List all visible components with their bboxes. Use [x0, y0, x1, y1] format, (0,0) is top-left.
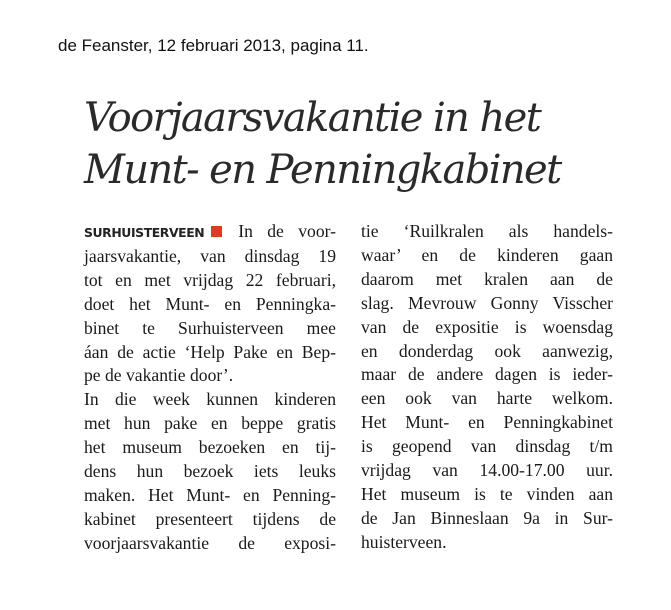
article-line: voorjaarsvakantie de exposi-	[84, 532, 336, 553]
article-line: áan de actie ‘Help Pake en Bep-	[84, 341, 336, 362]
headline-line-2: Munt- en Penningkabinet	[84, 147, 561, 193]
article-line: een ook van harte welkom.	[361, 388, 613, 409]
article-line: Het museum is te vinden aan	[361, 483, 613, 504]
article-line: maken. Het Munt- en Penning-	[84, 484, 336, 505]
article-line: binet te Surhuisterveen mee	[84, 317, 336, 338]
article-line: slag. Mevrouw Gonny Visscher	[361, 292, 613, 313]
headline	[84, 92, 644, 196]
article-line: In die week kunnen kinderen	[84, 389, 336, 410]
article-line: waar’ en de kinderen gaan	[361, 244, 613, 265]
article-line	[84, 220, 336, 245]
article-line: en donderdag ook aanwezig,	[361, 340, 613, 361]
article-line: huisterveen.	[361, 531, 447, 552]
article-line: dens hun bezoek iets leuks	[84, 461, 336, 482]
dateline: SURHUISTERVEEN	[84, 225, 205, 240]
article-line: jaarsvakantie, van dinsdag 19	[84, 245, 336, 266]
article-column-2	[361, 220, 613, 555]
source-citation: de Feanster, 12 februari 2013, pagina 11.	[58, 36, 369, 55]
article-line: met hun pake en beppe gratis	[84, 413, 336, 434]
article-line: kabinet presenteert tijdens de	[84, 508, 336, 529]
article-line: pe de vakantie door’.	[84, 365, 234, 386]
article-line: tot en met vrijdag 22 februari,	[84, 269, 336, 290]
article-line: van de expositie is woensdag	[361, 316, 613, 337]
headline-line-1: Voorjaarsvakantie in het	[84, 95, 541, 141]
square-bullet-icon	[211, 226, 222, 237]
article-line: daarom met kralen aan de	[361, 268, 613, 289]
article-line: Het Munt- en Penningkabinet	[361, 412, 613, 433]
article-line: maar de andere dagen is ieder-	[361, 364, 613, 385]
article-line: tie ‘Ruilkralen als handels-	[361, 221, 613, 241]
article-line: is geopend van dinsdag t/m	[361, 436, 613, 457]
article-line: de Jan Binneslaan 9a in Sur-	[361, 507, 613, 528]
article-line: vrijdag van 14.00-17.00 uur.	[361, 460, 613, 481]
article-line-text: In de voor-	[238, 221, 336, 241]
article-line: doet het Munt- en Penningka-	[84, 293, 336, 314]
article-column-1	[84, 220, 336, 556]
article-line: het museum bezoeken en tij-	[84, 437, 336, 458]
